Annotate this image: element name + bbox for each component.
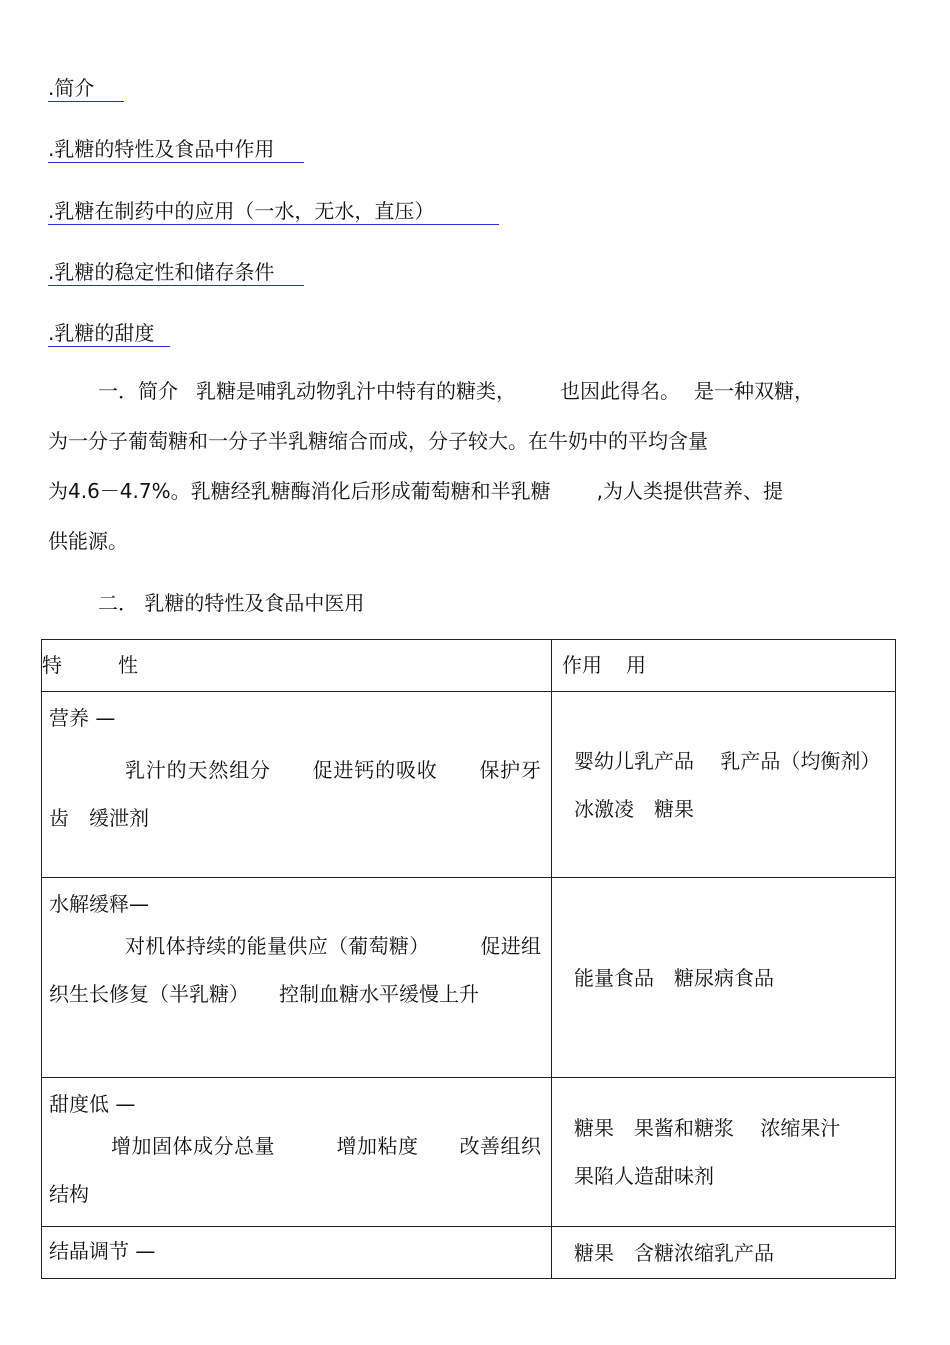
intro-paragraph (48, 366, 893, 566)
header-property-char2: 性 (118, 653, 138, 677)
use-line: 糖果 果酱和糖浆 浓缩果汁 (574, 1116, 841, 1140)
property-title: 甜度低 — (49, 1092, 136, 1116)
property-title: 结晶调节 — (49, 1239, 156, 1263)
property-description: 乳汁的天然组分 促进钙的吸收 保护牙齿 缓泄剂 (49, 758, 541, 830)
header-property (42, 640, 552, 692)
property-title: 水解缓释— (49, 892, 149, 916)
toc-link-sweetness[interactable]: .乳糖的甜度 (48, 320, 170, 347)
toc-link-pharma[interactable]: .乳糖在制药中的应用（一水，无水，直压） (48, 198, 499, 225)
intro-heading: 一．简介 (98, 379, 178, 403)
property-title: 营养 — (49, 706, 116, 730)
use-line: 糖果 含糖浓缩乳产品 (574, 1240, 774, 1265)
property-cell (42, 1078, 552, 1227)
property-cell (42, 878, 552, 1078)
property-description: 对机体持续的能量供应（葡萄糖） 促进组织生长修复（半乳糖） 控制血糖水平缓慢上升 (49, 934, 541, 1006)
intro-text-5: 为4.6－4.7%。乳糖经乳糖酶消化后形成葡萄糖和半乳糖 (48, 479, 551, 503)
header-use-part1: 作用 (562, 653, 602, 677)
use-cell (552, 1078, 896, 1227)
toc-link-properties[interactable]: .乳糖的特性及食品中作用 (48, 136, 304, 163)
property-description: 增加固体成分总量 增加粘度 改善组织结构 (49, 1134, 541, 1206)
table-row (42, 1227, 896, 1279)
table-header-row (42, 640, 896, 692)
toc-link-intro[interactable]: .简介 (48, 75, 124, 102)
lactose-properties-table (41, 639, 896, 1279)
use-line: 果陷人造甜味剂 (574, 1164, 714, 1188)
intro-text-7: 供能源。 (48, 529, 128, 553)
intro-text-3: 是一种双糖， (694, 379, 814, 403)
intro-text-2: 也因此得名。 (560, 379, 680, 403)
intro-text-1: 乳糖是哺乳动物乳汁中特有的糖类， (196, 379, 516, 403)
intro-text-6: ,为人类提供营养、提 (596, 479, 783, 503)
intro-text-4: 为一分子葡萄糖和一分子半乳糖缩合而成，分子较大。在牛奶中的平均含量 (48, 429, 708, 453)
table-row (42, 1078, 896, 1227)
use-cell (552, 1227, 896, 1279)
header-use (552, 640, 896, 692)
use-cell (552, 878, 896, 1078)
table-row (42, 692, 896, 878)
section2-heading: 二． 乳糖的特性及食品中医用 (98, 591, 365, 615)
header-use-part2: 用 (626, 653, 646, 677)
use-line: 能量食品 糖尿病食品 (574, 965, 774, 990)
property-cell (42, 1227, 552, 1279)
use-line: 婴幼儿乳产品 乳产品（均衡剂） (574, 748, 881, 773)
header-property-char1: 特 (42, 653, 62, 677)
use-line: 冰激凌 糖果 (574, 796, 694, 821)
toc-link-stability[interactable]: .乳糖的稳定性和储存条件 (48, 259, 304, 286)
use-cell (552, 692, 896, 878)
property-cell (42, 692, 552, 878)
table-row (42, 878, 896, 1078)
